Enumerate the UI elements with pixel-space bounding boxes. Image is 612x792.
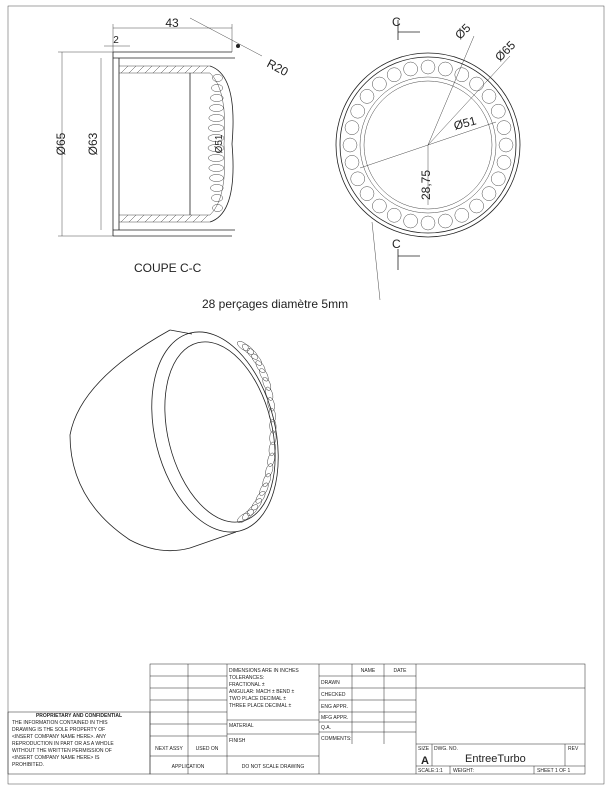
used-on-label: USED ON [195,746,219,752]
hatching-top [121,66,208,73]
proprietary-line: REPRODUCTION IN PART OR AS A WHOLE [12,741,114,747]
dim-hole-circle-section: Ø51 [214,134,225,154]
hole-slot [210,104,224,111]
hole-circle [343,138,357,152]
hole-circle [360,89,374,103]
drawing-number: EntreeTurbo [465,753,526,765]
iso-hole [236,511,251,524]
hole-circle [455,208,469,222]
application-label: APPLICATION [171,764,205,770]
front-view [336,15,520,270]
sheet-label: SHEET 1 OF 1 [537,768,571,774]
iso-hole [266,452,275,467]
hole-circle [438,214,452,228]
hole-slot [210,94,223,101]
hole-circle [482,89,496,103]
hole-circle [387,68,401,82]
title-block [8,664,585,774]
signoff-mfg: MFG APPR. [321,715,349,721]
hole-circle [470,199,484,213]
proprietary-title: PROPRIETARY AND CONFIDENTIAL [35,713,123,719]
dim-inner-section: Ø63 [86,132,100,156]
hole-slot [213,74,223,81]
signoff-comments: COMMENTS: [321,736,352,742]
tolerance-line: THREE PLACE DECIMAL ± [229,703,292,709]
next-assy-label: NEXT ASSY [155,746,183,752]
hatching-bottom [121,215,208,222]
hole-circle [491,104,505,118]
section-mark-bottom: C [392,237,401,251]
hole-slot [211,194,222,201]
hole-circle [499,138,513,152]
hole-circle [491,172,505,186]
isometric-view [70,319,298,551]
signoff-drawn: DRAWN [321,680,340,686]
date-header: DATE [393,668,407,674]
iso-hole [241,342,256,356]
hole-slot [209,114,224,121]
section-mark-top: C [392,15,401,29]
size-value: A [421,755,429,767]
hole-circle [497,121,511,135]
proprietary-line: <INSERT COMPANY NAME HERE>. ANY [12,734,107,740]
signoff-checked: CHECKED [321,692,346,698]
iso-holes [236,339,277,524]
proprietary-line: WITHOUT THE WRITTEN PERMISSION OF [12,748,112,754]
hole-circle [360,187,374,201]
dwg-no-label: DWG. NO. [434,746,458,752]
hole-circle [421,216,435,230]
hole-circle [372,199,386,213]
iso-hole [254,359,267,374]
hole-circle [497,155,511,169]
proprietary-line: DRAWING IS THE SOLE PROPERTY OF [12,727,106,733]
section-label: COUPE C-C [134,261,202,275]
hole-note: 28 perçages diamètre 5mm [202,297,349,311]
signoff-qa: Q.A. [321,725,332,731]
hole-circle [351,104,365,118]
hole-circle [387,208,401,222]
dim-outer-section: Ø65 [54,132,68,156]
dim-outer-front: Ø65 [492,38,519,65]
proprietary-line: <INSERT COMPANY NAME HERE> IS [12,755,100,761]
do-not-scale: DO NOT SCALE DRAWING [241,764,305,770]
hole-slot [211,84,222,91]
dim-wall: 2 [113,35,119,46]
dim-hole: Ø5 [452,20,474,43]
tolerance-line: ANGULAR: MACH ± BEND ± [229,689,295,695]
tolerance-line: DIMENSIONS ARE IN INCHES [229,668,299,674]
hole-slot [208,154,224,161]
hole-circle [351,172,365,186]
hole-slot [210,174,224,181]
dim-radius: R20 [264,56,291,79]
material-label: MATERIAL [229,723,254,729]
proprietary-line: THE INFORMATION CONTAINED IN THIS [12,720,108,726]
hole-slot [210,184,223,191]
proprietary-line: PROHIBITED. [12,762,44,768]
hole-circle [372,77,386,91]
rev-label: REV [568,746,579,752]
hole-slot [209,164,224,171]
size-label: SIZE [418,746,430,752]
signoff-eng: ENG APPR. [321,704,348,710]
hole-circle [421,60,435,74]
hole-slot [208,124,224,131]
hole-circle [482,187,496,201]
finish-label: FINISH [229,738,246,744]
tolerance-line: FRACTIONAL ± [229,682,265,688]
dim-length: 43 [165,16,179,30]
section-view [54,16,291,275]
hole-circle [404,214,418,228]
weight-label: WEIGHT: [453,768,474,774]
scale-label: SCALE:1:1 [418,768,443,774]
hole-circle [345,155,359,169]
hole-circle [345,121,359,135]
tolerance-line: TOLERANCES: [229,675,265,681]
hole-circle [404,62,418,76]
hole-circle [470,77,484,91]
name-header: NAME [360,668,376,674]
sheet-border [8,6,604,784]
tolerance-line: TWO PLACE DECIMAL ± [229,696,287,702]
dim-offset: 28,75 [419,169,433,200]
hole-circle [455,68,469,82]
hole-circle [438,62,452,76]
dim-pcd: Ø51 [452,113,478,133]
